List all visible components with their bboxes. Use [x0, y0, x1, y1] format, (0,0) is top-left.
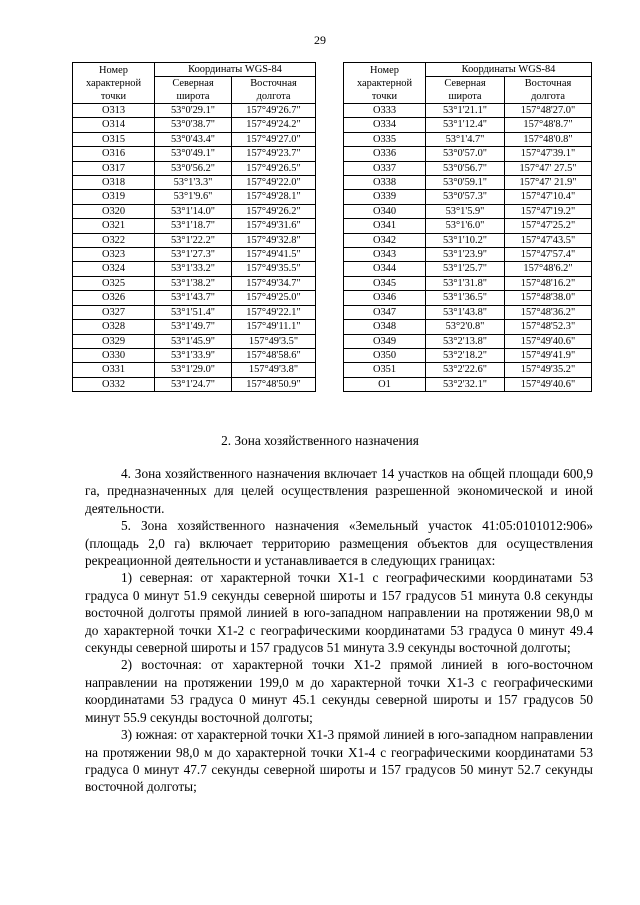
- cell-north-latitude: 53°1'43.7": [155, 291, 232, 305]
- cell-east-longitude: 157°48'16.2": [505, 276, 592, 290]
- cell-north-latitude: 53°1'12.4": [426, 118, 505, 132]
- cell-north-latitude: 53°0'43.4": [155, 132, 232, 146]
- header-east-line: долгота: [256, 91, 291, 102]
- cell-east-longitude: 157°48'38.0": [505, 291, 592, 305]
- cell-point-id: O321: [73, 219, 155, 233]
- cell-north-latitude: 53°0'57.3": [426, 190, 505, 204]
- cell-north-latitude: 53°1'14.0": [155, 204, 232, 218]
- cell-east-longitude: 157°48'8.7": [505, 118, 592, 132]
- cell-point-id: O334: [344, 118, 426, 132]
- header-east-line: Восточная: [250, 78, 297, 89]
- cell-point-id: O346: [344, 291, 426, 305]
- table-row: [344, 233, 592, 247]
- cell-north-latitude: 53°0'56.2": [155, 161, 232, 175]
- cell-east-longitude: 157°49'26.2": [232, 204, 316, 218]
- table-row: [344, 305, 592, 319]
- header-east-longitude: [232, 77, 316, 104]
- cell-point-id: O331: [73, 363, 155, 377]
- table-row: [73, 132, 316, 146]
- cell-point-id: O343: [344, 248, 426, 262]
- cell-point-id: O316: [73, 147, 155, 161]
- table-row: [344, 118, 592, 132]
- cell-point-id: O318: [73, 176, 155, 190]
- table-row: [73, 348, 316, 362]
- cell-point-id: O315: [73, 132, 155, 146]
- table-row: [344, 219, 592, 233]
- cell-north-latitude: 53°1'43.8": [426, 305, 505, 319]
- cell-north-latitude: 53°1'31.8": [426, 276, 505, 290]
- paragraph: 3) южная: от характерной точки Х1-3 прямой линией в юго-западном направлении на протяжении 98,0 м до характерной точки Х1-4 с географическими координатами 53 градуса 0 минут 47.7 секунды северной широты и 157 градусов 50 минут 52.7 секунды восточной долготы;: [85, 727, 593, 795]
- cell-north-latitude: 53°1'9.6": [155, 190, 232, 204]
- table-row: [344, 363, 592, 377]
- cell-point-id: O332: [73, 377, 155, 391]
- header-north-latitude: [426, 77, 505, 104]
- cell-east-longitude: 157°49'22.0": [232, 176, 316, 190]
- cell-point-id: O341: [344, 219, 426, 233]
- header-point-number: [73, 63, 155, 104]
- cell-north-latitude: 53°0'38.7": [155, 118, 232, 132]
- table-row: [73, 118, 316, 132]
- table-row: [73, 377, 316, 391]
- cell-east-longitude: 157°48'36.2": [505, 305, 592, 319]
- header-east-longitude: [505, 77, 592, 104]
- cell-north-latitude: 53°1'22.2": [155, 233, 232, 247]
- cell-east-longitude: 157°48'58.6": [232, 348, 316, 362]
- cell-north-latitude: 53°1'25.7": [426, 262, 505, 276]
- table-row: [344, 348, 592, 362]
- cell-point-id: O336: [344, 147, 426, 161]
- table-row: [73, 291, 316, 305]
- cell-east-longitude: 157°47'43.5": [505, 233, 592, 247]
- cell-east-longitude: 157°49'26.5": [232, 161, 316, 175]
- cell-east-longitude: 157°49'41.5": [232, 248, 316, 262]
- cell-east-longitude: 157°49'22.1": [232, 305, 316, 319]
- cell-north-latitude: 53°1'27.3": [155, 248, 232, 262]
- coordinates-table-right: [343, 62, 592, 392]
- cell-east-longitude: 157°49'35.5": [232, 262, 316, 276]
- cell-east-longitude: 157°49'34.7": [232, 276, 316, 290]
- page-number: 29: [314, 33, 326, 47]
- cell-point-id: O314: [73, 118, 155, 132]
- cell-north-latitude: 53°1'3.3": [155, 176, 232, 190]
- cell-east-longitude: 157°47' 21.9": [505, 176, 592, 190]
- cell-east-longitude: 157°47'25.2": [505, 219, 592, 233]
- table-row: [73, 334, 316, 348]
- cell-east-longitude: 157°49'32.8": [232, 233, 316, 247]
- paragraph: 4. Зона хозяйственного назначения включает 14 участков на общей площади 600,9 га, предназначенных для целей осуществления разрешенной экономической и иной деятельности.: [85, 466, 593, 516]
- cell-east-longitude: 157°48'52.3": [505, 320, 592, 334]
- table-row: [344, 262, 592, 276]
- table-row: [73, 161, 316, 175]
- table-row: [344, 176, 592, 190]
- cell-north-latitude: 53°1'24.7": [155, 377, 232, 391]
- paragraph: 2) восточная: от характерной точки Х1-2 прямой линией в юго-восточном направлении на протяжении 199,0 м до характерной точки Х1-3 с географическими координатами 53 градуса 0 минут 45.1 секунды северной широты и 157 градусов 50 минут 55.9 секунды восточной долготы;: [85, 657, 593, 725]
- cell-east-longitude: 157°47'39.1": [505, 147, 592, 161]
- cell-east-longitude: 157°49'31.6": [232, 219, 316, 233]
- header-point-line: Номер: [99, 64, 128, 76]
- cell-east-longitude: 157°48'50.9": [232, 377, 316, 391]
- cell-point-id: O333: [344, 104, 426, 118]
- header-coords-title: Координаты WGS-84: [155, 63, 316, 77]
- cell-east-longitude: 157°49'3.8": [232, 363, 316, 377]
- body-text: [85, 465, 593, 796]
- cell-point-id: O338: [344, 176, 426, 190]
- cell-north-latitude: 53°0'29.1": [155, 104, 232, 118]
- table-row: [344, 334, 592, 348]
- table-row: [73, 190, 316, 204]
- cell-point-id: O335: [344, 132, 426, 146]
- table-row: [344, 276, 592, 290]
- cell-point-id: O325: [73, 276, 155, 290]
- cell-north-latitude: 53°2'18.2": [426, 348, 505, 362]
- cell-north-latitude: 53°1'10.2": [426, 233, 505, 247]
- table-row: [344, 204, 592, 218]
- cell-east-longitude: 157°49'41.9": [505, 348, 592, 362]
- cell-east-longitude: 157°49'3.5": [232, 334, 316, 348]
- cell-east-longitude: 157°49'24.2": [232, 118, 316, 132]
- cell-point-id: O324: [73, 262, 155, 276]
- cell-point-id: O351: [344, 363, 426, 377]
- cell-point-id: O345: [344, 276, 426, 290]
- cell-north-latitude: 53°1'33.9": [155, 348, 232, 362]
- cell-north-latitude: 53°2'22.6": [426, 363, 505, 377]
- cell-point-id: O328: [73, 320, 155, 334]
- table-row: [73, 276, 316, 290]
- table-row: [73, 233, 316, 247]
- cell-east-longitude: 157°49'28.1": [232, 190, 316, 204]
- cell-point-id: O323: [73, 248, 155, 262]
- cell-north-latitude: 53°2'13.8": [426, 334, 505, 348]
- header-point-line: точки: [100, 90, 127, 102]
- table-row: [344, 190, 592, 204]
- table-row: [344, 161, 592, 175]
- header-point-line: характерной: [85, 77, 142, 89]
- cell-point-id: O1: [344, 377, 426, 391]
- cell-point-id: O327: [73, 305, 155, 319]
- table-left-body: [73, 104, 316, 392]
- cell-east-longitude: 157°49'40.6": [505, 377, 592, 391]
- table-row: [344, 132, 592, 146]
- paragraph: 5. Зона хозяйственного назначения «Земельный участок 41:05:0101012:906» (площадь 2,0 га) включает территорию размещения объектов для осуществления рекреационной деятельности и устанавливается в следующих границах:: [85, 518, 593, 569]
- cell-point-id: O350: [344, 348, 426, 362]
- cell-point-id: O347: [344, 305, 426, 319]
- cell-east-longitude: 157°48'0.8": [505, 132, 592, 146]
- cell-north-latitude: 53°2'32.1": [426, 377, 505, 391]
- section-title: 2. Зона хозяйственного назначения: [221, 433, 419, 448]
- cell-point-id: O329: [73, 334, 155, 348]
- cell-north-latitude: 53°1'4.7": [426, 132, 505, 146]
- header-east-line: долгота: [531, 91, 565, 102]
- cell-east-longitude: 157°49'40.6": [505, 334, 592, 348]
- table-row: [73, 320, 316, 334]
- cell-point-id: O326: [73, 291, 155, 305]
- table-row: [344, 377, 592, 391]
- cell-north-latitude: 53°1'23.9": [426, 248, 505, 262]
- header-north-latitude: [155, 77, 232, 104]
- table-row: [73, 305, 316, 319]
- cell-north-latitude: 53°1'38.2": [155, 276, 232, 290]
- cell-north-latitude: 53°0'56.7": [426, 161, 505, 175]
- cell-north-latitude: 53°1'21.1": [426, 104, 505, 118]
- cell-east-longitude: 157°47'19.2": [505, 204, 592, 218]
- header-point-number: [344, 63, 426, 104]
- cell-point-id: O340: [344, 204, 426, 218]
- cell-point-id: O348: [344, 320, 426, 334]
- cell-north-latitude: 53°0'49.1": [155, 147, 232, 161]
- table-row: [73, 104, 316, 118]
- cell-east-longitude: 157°49'25.0": [232, 291, 316, 305]
- cell-north-latitude: 53°1'51.4": [155, 305, 232, 319]
- table-row: [344, 104, 592, 118]
- cell-north-latitude: 53°1'6.0": [426, 219, 505, 233]
- cell-east-longitude: 157°49'35.2": [505, 363, 592, 377]
- cell-point-id: O342: [344, 233, 426, 247]
- table-row: [344, 147, 592, 161]
- cell-east-longitude: 157°49'26.7": [232, 104, 316, 118]
- cell-point-id: O319: [73, 190, 155, 204]
- cell-east-longitude: 157°47'57.4": [505, 248, 592, 262]
- table-row: [73, 147, 316, 161]
- table-row: [73, 363, 316, 377]
- cell-east-longitude: 157°48'6.2": [505, 262, 592, 276]
- paragraph: 1) северная: от характерной точки Х1-1 с географическими координатами 53 градуса 0 минут 51.9 секунды северной широты и 157 градусов 51 минута 0.8 секунды восточной долготы прямой линией в юго-западном направлении на протяжении 98,0 м до характерной точки Х1-2 с географическими координатами 53 градуса 0 минут 49.4 секунды северной широты и 157 градусов 51 минута 3.9 секунды восточной долготы;: [85, 570, 593, 656]
- table-row: [73, 204, 316, 218]
- coordinates-table-left: [72, 62, 316, 392]
- header-north-line: Северная: [444, 78, 486, 89]
- cell-east-longitude: 157°49'23.7": [232, 147, 316, 161]
- cell-north-latitude: 53°1'36.5": [426, 291, 505, 305]
- cell-point-id: O330: [73, 348, 155, 362]
- table-row: [344, 248, 592, 262]
- table-row: [73, 176, 316, 190]
- cell-north-latitude: 53°1'49.7": [155, 320, 232, 334]
- cell-point-id: O349: [344, 334, 426, 348]
- cell-point-id: O344: [344, 262, 426, 276]
- table-right-body: [344, 104, 592, 392]
- header-north-line: Северная: [172, 78, 214, 89]
- header-north-line: широта: [176, 91, 210, 102]
- cell-east-longitude: 157°49'27.0": [232, 132, 316, 146]
- cell-east-longitude: 157°47'10.4": [505, 190, 592, 204]
- cell-north-latitude: 53°2'0.8": [426, 320, 505, 334]
- cell-north-latitude: 53°0'57.0": [426, 147, 505, 161]
- cell-north-latitude: 53°1'29.0": [155, 363, 232, 377]
- cell-east-longitude: 157°47' 27.5": [505, 161, 592, 175]
- header-east-line: Восточная: [524, 78, 572, 89]
- table-row: [73, 219, 316, 233]
- cell-point-id: O317: [73, 161, 155, 175]
- table-row: [73, 262, 316, 276]
- cell-north-latitude: 53°1'5.9": [426, 204, 505, 218]
- header-point-line: характерной: [356, 77, 413, 89]
- cell-point-id: O337: [344, 161, 426, 175]
- cell-north-latitude: 53°1'18.7": [155, 219, 232, 233]
- cell-north-latitude: 53°0'59.1": [426, 176, 505, 190]
- cell-point-id: O339: [344, 190, 426, 204]
- cell-east-longitude: 157°49'11.1": [232, 320, 316, 334]
- header-coords-title: Координаты WGS-84: [426, 63, 592, 77]
- header-point-line: точки: [371, 90, 398, 102]
- header-north-line: широта: [448, 91, 482, 102]
- header-point-line: Номер: [370, 64, 399, 76]
- cell-east-longitude: 157°48'27.0": [505, 104, 592, 118]
- cell-north-latitude: 53°1'45.9": [155, 334, 232, 348]
- cell-north-latitude: 53°1'33.2": [155, 262, 232, 276]
- table-row: [344, 320, 592, 334]
- table-row: [73, 248, 316, 262]
- cell-point-id: O313: [73, 104, 155, 118]
- table-row: [344, 291, 592, 305]
- cell-point-id: O322: [73, 233, 155, 247]
- cell-point-id: O320: [73, 204, 155, 218]
